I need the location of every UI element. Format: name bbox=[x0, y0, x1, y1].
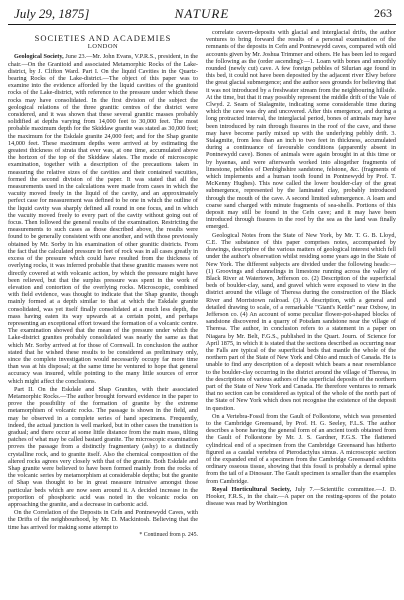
paragraph bbox=[206, 486, 396, 508]
paragraph: correlate cavern-deposits with glacial and interglacial drifts, the author ventures to bring forward the results of a personal examination of the remnants of the deposits in Cefn and Pontnewydd caves, compared with old accounts given by Mr. Joshua Trimmer and others. He has been led to regard the following as the (order ascending):—1. Loam with bones and smoothly rounded (newly cut) cave. A few foreign pebbles of Silurian age found in this bed, it could not have been deposited by the adjacent river Elwy before the great glacial submergence; and the author sees grounds for believing that it was not introduced by a freshwater stream from the neighbouring hillside. At the time, but that it may possibly represent the middle drift of the Vale of Clwyd. 2. Seam of Stalagmite, indicating some considerable time during which the cave was dry and uncovered. After this emergence, and during a long protracted interval, the interglacial period, bones of animals may have been introduced by rain through fissures in the roof of the cave, and these may have become partly mixed up with the underlying pebbly drift. 3. Stalagmite, from less than an inch to two feet in thickness, accumulated during a continuance of favourable conditions (apparently absent in Pontnewydd cave). Bones of animals were again brought in at this time or by hyaenas, and were afterwards worked into altogether fragments of limestone, pebbles of Denbighshire sandstone, felstone, &c. (fragments of which implements and a human tooth found in Pontnewydd by Prof. T. McKenny Hughes). This now called the lower boulder-clay of the great submergence, represented by the laminated clay, probably introduced through the mouth of the cave. A second limited submergence. A loam and coarse sand charged with minute fragments of sea-shells. Portions of this deposit may still be found in the Cefn cave; and it may have been introduced through fissures in the roof by the sea as the land was finally emerged. bbox=[206, 29, 396, 231]
paragraph-text: June 23.—Mr. John Evans, V.P.R.S., president, in the chair.—On the Granitoid and associated Metamorphic Rocks of the Lake-district, by J. Clifton Ward. Part I. On the liquid Cavities in the Quartz-bearing Rocks of the Lake-district.—The object of this paper was to examine into the evidence afforded by the liquid cavities of the granitoid rocks of the Lake-district, with reference to the pressure under which these rocks may have consolidated. In the first division of the subject the geological relations of the three granitic centres of the district were considered, and it was shown that these several granitic masses probably solidified at depths varying from 14,000 feet to 30,000 feet. The most probable maximum depth for the Skiddaw granite was stated as 30,000 feet; the maximum for the Eskdale granite 24,000 feet; and for the Shap granite 14,000 feet. These maximum depths were arrived at by estimating the greatest thickness of strata that ever was, at one time, accumulated above the horizon of the top of the Skiddaw slates. The mode of microscopic examination, together with a description of the precautions taken in measuring the relative sizes of the cavities and their contained vacuities, formed the second division of the paper. It was stated that all the measurements used in the calculations were made from cases in which the vacuity moved freely in the liquid of the cavity, and an approximately perfect case for measurement was defined to be one in which the outline of the liquid cavity was sharply defined all round in one focus, and in which the vacuity moved freely to every part of the cavity without going out of focus. Then followed the general results of the examination. Restricting the measurements to such cases as those described above, the results were found to be generally consistent with one another, and with those previously obtained by Mr. Sorby in his examination of other granitic districts. From the fact that the calculated pressure in feet of rock was in all cases greatly in excess of the pressure which could have resulted from the thickness of overlying rocks, it was inferred probable that these granitic masses were not directly covered at with volcanic action, by which the pressure might have been relieved, but that the surplus pressure was spent in the work of elevation and contortion of the overlying rocks. Microscopic, combined with field evidence, was thought to indicate that the Shap granite, though mainly formed at a depth similar to that at which the Eskdale granite consolidated, was yet itself finally consolidated at a much less depth, the mass having eaten its way upwards at a certain point, and perhaps representing an exceptional effort toward the formation of a volcanic centre. The examination showed that the mean of the pressure under which the Lake-district granites probably consolidated was nearly the same as that which Mr. Sorby arrived at for those of Cornwall. In conclusion the author stated that he wished these results to be considered as preliminary only, since the complete investigation would necessarily occupy far more time than was at his disposal; at the same time he ventured to hope that general accuracy was insured, while pointing to the many little sources of error which might affect the conclusions. bbox=[8, 53, 198, 385]
left-column bbox=[8, 29, 198, 539]
article-columns bbox=[8, 29, 396, 539]
paragraph: Geological Notes from the State of New York, by Mr. T. G. B. Lloyd, C.E. The substance of this paper comprises notes, accompanied by drawings, descriptive of the various matters of geological interest which fell under the author's observation whilst residing some years ago in the State of New York. The different subjects are divided under the following heads:—(1) Groovings and channelings in limestone running across the valley of Black River at Watertown, Jefferson co. (2) Description of the superficial beds of boulder-clay, sand, and gravel which were exposed to view in the district around the village of Theresa during the construction of the Black River and Morristown railroad. (3) A description, with a general and detailed drawing to scale, of a remarkable "Giant's Kettle" near Oxbow, in Jefferson co. (4) An account of some peculiar flower-pot-shaped blocks of sandstone discovered in a quarry of Potsdam sandstone near the village of Theresa. The author, in conclusion refers to a statement in a paper on Niagara by Mr. Belt, F.G.S., published in the Quart. Journ. of Science for April 1875, in which it is stated that the sections described as occurring near the Falls are typical of the superficial beds that mantle the whole of the northern part of the State of New York and Ohio and much of Canada. He is unable to find any description of a deposit which bears a near resemblance to the boulder-clay occurring in the district around the village of Theresa, in the descriptions of various authors of the superficial deposits of the northern part of the State of New York and Canada. He therefore ventures to remark that no section can be considered as typical of the whole of the north part of the State of New York which does not recognise the existence of the deposit in question. bbox=[206, 231, 396, 412]
journal-title: NATURE bbox=[174, 6, 230, 21]
page-number: 263 bbox=[374, 6, 392, 20]
footnote: * Continued from p. 245. bbox=[139, 531, 198, 538]
section-title: SOCIETIES AND ACADEMIES bbox=[34, 33, 172, 43]
paragraph-text: July 7.—Scientific committee.—J. D. Hooker, F.R.S., in the chair.—A paper on the resting-spores of the potato disease was read by Worthington bbox=[206, 485, 396, 508]
society-name: Royal Horticultural Society, bbox=[212, 485, 292, 493]
right-column bbox=[206, 29, 396, 539]
paragraph: On the Correlation of the Deposits in Cefn and Pontnewydd Caves, with the Drifts of the neighbourhood, by Mr. D. Mackintosh. Believing that the time has arrived for making some attempt to bbox=[8, 509, 198, 531]
section-place: LONDON bbox=[87, 43, 119, 51]
paragraph bbox=[8, 53, 198, 384]
society-name: Geological Society, bbox=[14, 53, 64, 61]
issue-date: July 29, 1875] bbox=[14, 6, 90, 21]
page-header bbox=[8, 6, 396, 25]
paragraph: Part II. On the Eskdale and Shap Granites, with their associated Metamorphic Rocks.—The author brought forward evidence in the paper to prove the possibility of the formation of granite by the extreme metamorphism of volcanic rocks. The passage is shown in the field, and may be observed in a complete series of hand specimens. Frequently, indeed, the actual junction is well marked, but in other cases the transition is gradual; and there occur at some little distance from the main mass, tilting patches of what may be called bastard granite. The microscopic examination proves the passage from a distinctly fragmentary (ashy) to a distinctly crystalline rock, and to granite itself. Also the chemical composition of the altered rocks agrees very closely with that of the granite. Both Eskdale and Shap granite were believed to have been formed mainly from the rocks of the volcanic series by metamorphism at considerable depths; but the granite of Shap was thought to be in great measure intrusive amongst those particular beds which are now seen around it. A decided increase in the proportion of phosphoric acid was noted in the volcanic rocks on approaching the granite, and a decrease in carbonic acid. bbox=[8, 385, 198, 508]
paragraph: On a Vertebra-Fossil from the Gault of Folkestone, which was presented to the Cambridge Greensand, by Prof. H. G. Seeley, F.L.S. The author describes a bone having the general form of an ancient tooth obtained from the Gault of Folkestone by Mr. J. S. Gardner, F.G.S. The flattened cylindrical end of a specimen from the Cambridge Greensand has hitherto figured as a caudal vertebra of Pterodactylus simus. A microscopic section of the expanded end of a specimen from the Cambridge Greensand exhibits ordinary osseous tissue, showing that this fossil is probably a dermal spine from the tail of a Dinosaur. The Gault specimen is smaller than the examples from Cambridge. bbox=[206, 412, 396, 485]
